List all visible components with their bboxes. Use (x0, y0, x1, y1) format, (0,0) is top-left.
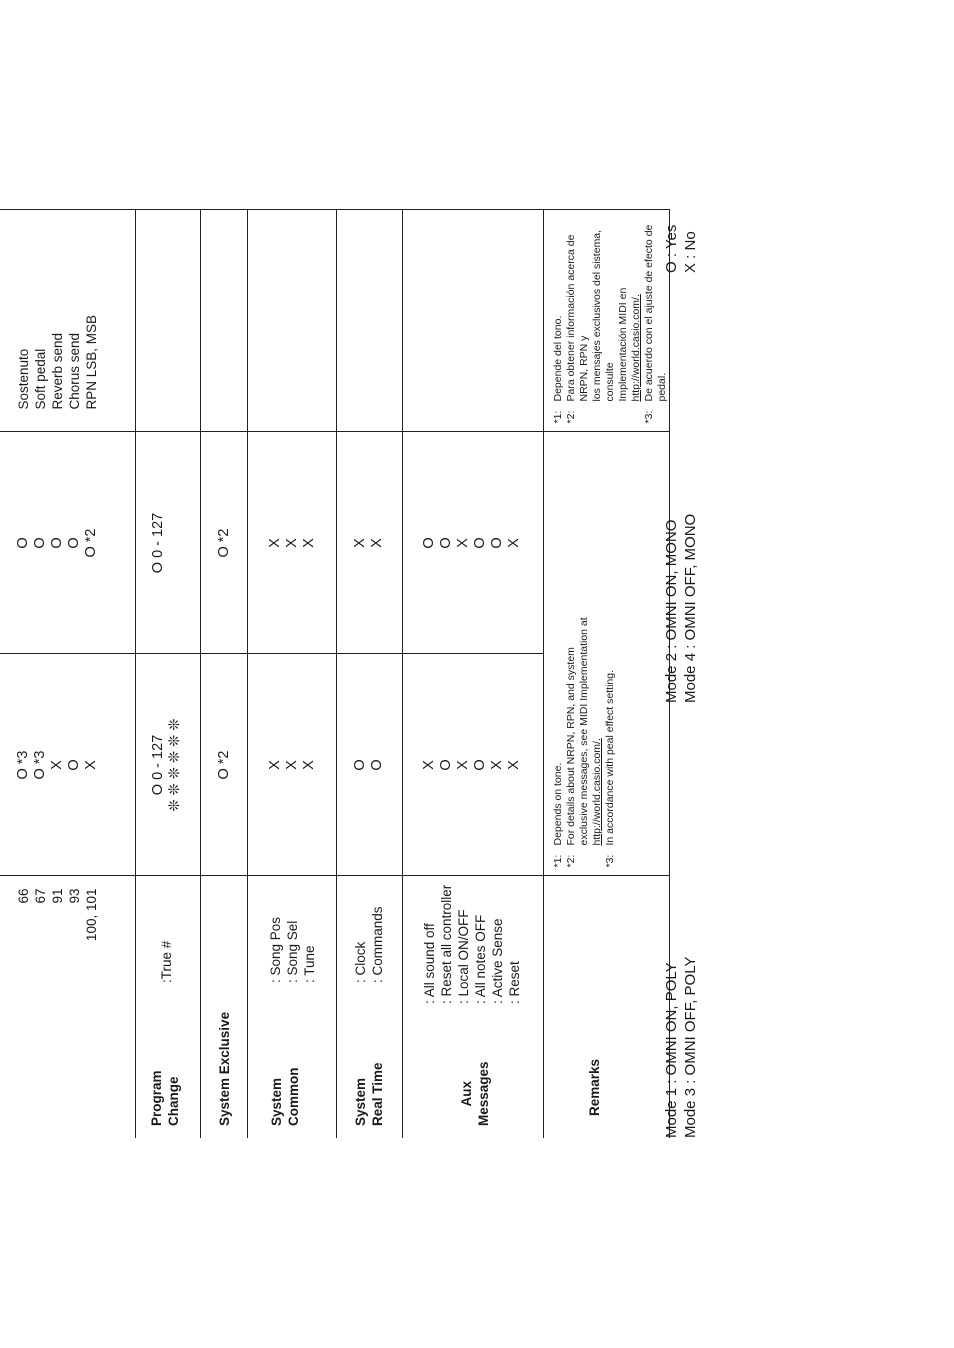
system-common-label-cell (247, 876, 336, 1138)
transmitted-value: X (49, 760, 65, 770)
recognized-value: X (368, 538, 385, 548)
program-change-row (135, 210, 200, 1138)
aux-messages-label-cell (402, 876, 543, 1138)
recognized-value: O (437, 537, 454, 549)
system-exclusive-label-cell (200, 876, 247, 1138)
recognized-value: O (488, 537, 505, 549)
mode-label: Mode 4 : OMNI OFF, MONO (682, 513, 699, 703)
message-item: : All sound off (421, 923, 437, 1004)
remark-text: RPN LSB, MSB (84, 314, 99, 410)
footnotes-english (544, 433, 617, 876)
remark-text: Soft pedal (33, 348, 48, 410)
message-item: : Clock (352, 941, 368, 983)
system-common-transmitted-cell (247, 654, 336, 876)
recognized-value: O (49, 537, 65, 549)
recognized-value: X (351, 538, 368, 548)
remarks-spanish-cell (543, 210, 669, 432)
recognized-value: X (283, 538, 300, 548)
recognized-value: X (454, 538, 471, 548)
recognized-value: O *2 (215, 528, 232, 558)
row-title: System Exclusive (216, 1011, 232, 1126)
footnote-text: Depende del tono. (551, 315, 564, 402)
message-item: : Reset (506, 961, 522, 1004)
remark-text: Sostenuto (16, 348, 31, 410)
recognized-value: O *2 (83, 528, 99, 558)
system-common-row (247, 210, 336, 1138)
transmitted-value: ❊ ❊ ❊ ❊ ❊ ❊ (166, 718, 183, 812)
system-exclusive-row (200, 210, 247, 1138)
transmitted-value: O 0 - 127 (149, 734, 166, 796)
aux-messages-remarks-cell (402, 210, 543, 432)
recognized-value: O (471, 537, 488, 549)
transmitted-value: O *3 (32, 750, 48, 780)
recognized-value: O (32, 537, 48, 549)
aux-messages-row (402, 210, 543, 1138)
recognized-value: O (66, 537, 82, 549)
system-common-recognized-cell (247, 432, 336, 654)
aux-messages-transmitted-cell (402, 654, 543, 876)
transmitted-value: O (351, 759, 368, 771)
footnote-link[interactable]: http://world.casio.com/. (629, 294, 642, 402)
row-title: Messages (475, 1061, 491, 1126)
mode-label: Mode 1 : OMNI ON, POLY (663, 962, 680, 1138)
recognized-value: X (505, 538, 522, 548)
control-recognized-cell (0, 432, 135, 654)
recognized-value: O (15, 537, 31, 549)
yes-no-legend (662, 225, 700, 273)
message-item: : Tune (301, 945, 317, 983)
legend-yes: O : Yes (663, 224, 680, 273)
transmitted-value: O *3 (15, 750, 31, 780)
midi-implementation-table (0, 210, 670, 1139)
recognized-value: X (300, 538, 317, 548)
legend-no: X : No (682, 231, 699, 273)
message-item: : All notes OFF (472, 914, 488, 1004)
row-title: Change (165, 1076, 181, 1126)
program-change-recognized-cell (135, 432, 200, 654)
message-item: : Commands (369, 906, 385, 983)
control-number: 67 (33, 888, 48, 904)
system-exclusive-recognized-cell (200, 432, 247, 654)
footnote-mark: *2: (564, 410, 577, 424)
mode-label: Mode 2 : OMNI ON, MONO (663, 519, 680, 703)
footnote-mark: *1: (551, 410, 564, 424)
program-change-transmitted-cell (135, 654, 200, 876)
recognized-value: X (266, 538, 283, 548)
transmitted-value: X (83, 760, 99, 770)
footnote-text: De acuerdo con el ajuste de efecto de pedal. (642, 224, 668, 402)
recognized-value: O (420, 537, 437, 549)
recognized-value: O 0 - 127 (149, 512, 166, 574)
footnotes-spanish (544, 211, 669, 432)
transmitted-value: X (454, 760, 471, 770)
system-realtime-row (336, 210, 402, 1138)
system-exclusive-transmitted-cell (200, 654, 247, 876)
footnote-text: For details about NRPN, RPN, and system (564, 647, 577, 846)
transmitted-value: O *2 (215, 750, 232, 780)
mode-legend-left (662, 957, 700, 1138)
control-number: 66 (16, 888, 31, 904)
remarks-label-cell (543, 876, 669, 1138)
system-realtime-recognized-cell (336, 432, 402, 654)
control-numbers-cell (0, 876, 135, 1138)
footnote-text: exclusive messages, see MIDI Implementation at (577, 617, 590, 846)
transmitted-value: X (266, 760, 283, 770)
control-number: 91 (50, 888, 65, 904)
row-title: Aux (458, 1080, 474, 1107)
control-change-row (0, 210, 135, 1138)
footnote-text: Implementación MIDI en (616, 287, 629, 402)
control-remarks-cell (0, 210, 135, 432)
row-title: System (352, 1077, 368, 1126)
remark-text: Chorus send (67, 332, 82, 410)
transmitted-value: O (66, 759, 82, 771)
row-title: Common (285, 1067, 301, 1126)
remarks-row (543, 210, 669, 1138)
program-change-remarks-cell (135, 210, 200, 432)
mode-legend-middle (662, 514, 700, 703)
row-title: Remarks (586, 1058, 602, 1116)
control-number: 93 (67, 888, 82, 904)
footnote-mark: *3: (603, 854, 616, 868)
system-realtime-transmitted-cell (336, 654, 402, 876)
control-number: 100, 101 (84, 888, 99, 942)
footnote-mark: *2: (564, 854, 577, 868)
system-exclusive-remarks-cell (200, 210, 247, 432)
footnote-mark: *3: (642, 410, 655, 424)
footnote-mark: *1: (551, 854, 564, 868)
transmitted-value: X (488, 760, 505, 770)
footnote-text: los mensajes exclusivos del sistema, consulte (590, 229, 616, 402)
footnote-link[interactable]: http://world.casio.com/. (590, 738, 603, 846)
message-item: : Local ON/OFF (455, 909, 471, 1004)
transmitted-value: O (471, 759, 488, 771)
transmitted-value: X (420, 760, 437, 770)
row-title: System (268, 1077, 284, 1126)
remark-text: Reverb send (50, 332, 65, 410)
control-transmitted-cell (0, 654, 135, 876)
message-item: : Song Sel (284, 920, 300, 983)
row-title: Program (148, 1070, 164, 1126)
program-change-label-cell (135, 876, 200, 1138)
aux-messages-recognized-cell (402, 432, 543, 654)
transmitted-value: O (368, 759, 385, 771)
system-common-remarks-cell (247, 210, 336, 432)
row-subtitle: :True # (158, 940, 174, 983)
transmitted-value: X (505, 760, 522, 770)
message-item: : Active Sense (489, 918, 505, 1004)
transmitted-value: O (437, 759, 454, 771)
row-title: Real Time (369, 1062, 385, 1126)
mode-label: Mode 3 : OMNI OFF, POLY (682, 956, 699, 1138)
footnote-text: Para obtener información acerca de NRPN, RPN y (564, 234, 590, 402)
system-realtime-label-cell (336, 876, 402, 1138)
transmitted-value: X (283, 760, 300, 770)
footnote-text: Depends on tone. (551, 762, 564, 846)
remarks-english-cell (543, 432, 669, 876)
message-item: : Song Pos (267, 916, 283, 983)
transmitted-value: X (300, 760, 317, 770)
message-item: : Reset all controller (438, 884, 454, 1004)
footnote-text: In accordance with peal effect setting. (603, 670, 616, 846)
system-realtime-remarks-cell (336, 210, 402, 432)
